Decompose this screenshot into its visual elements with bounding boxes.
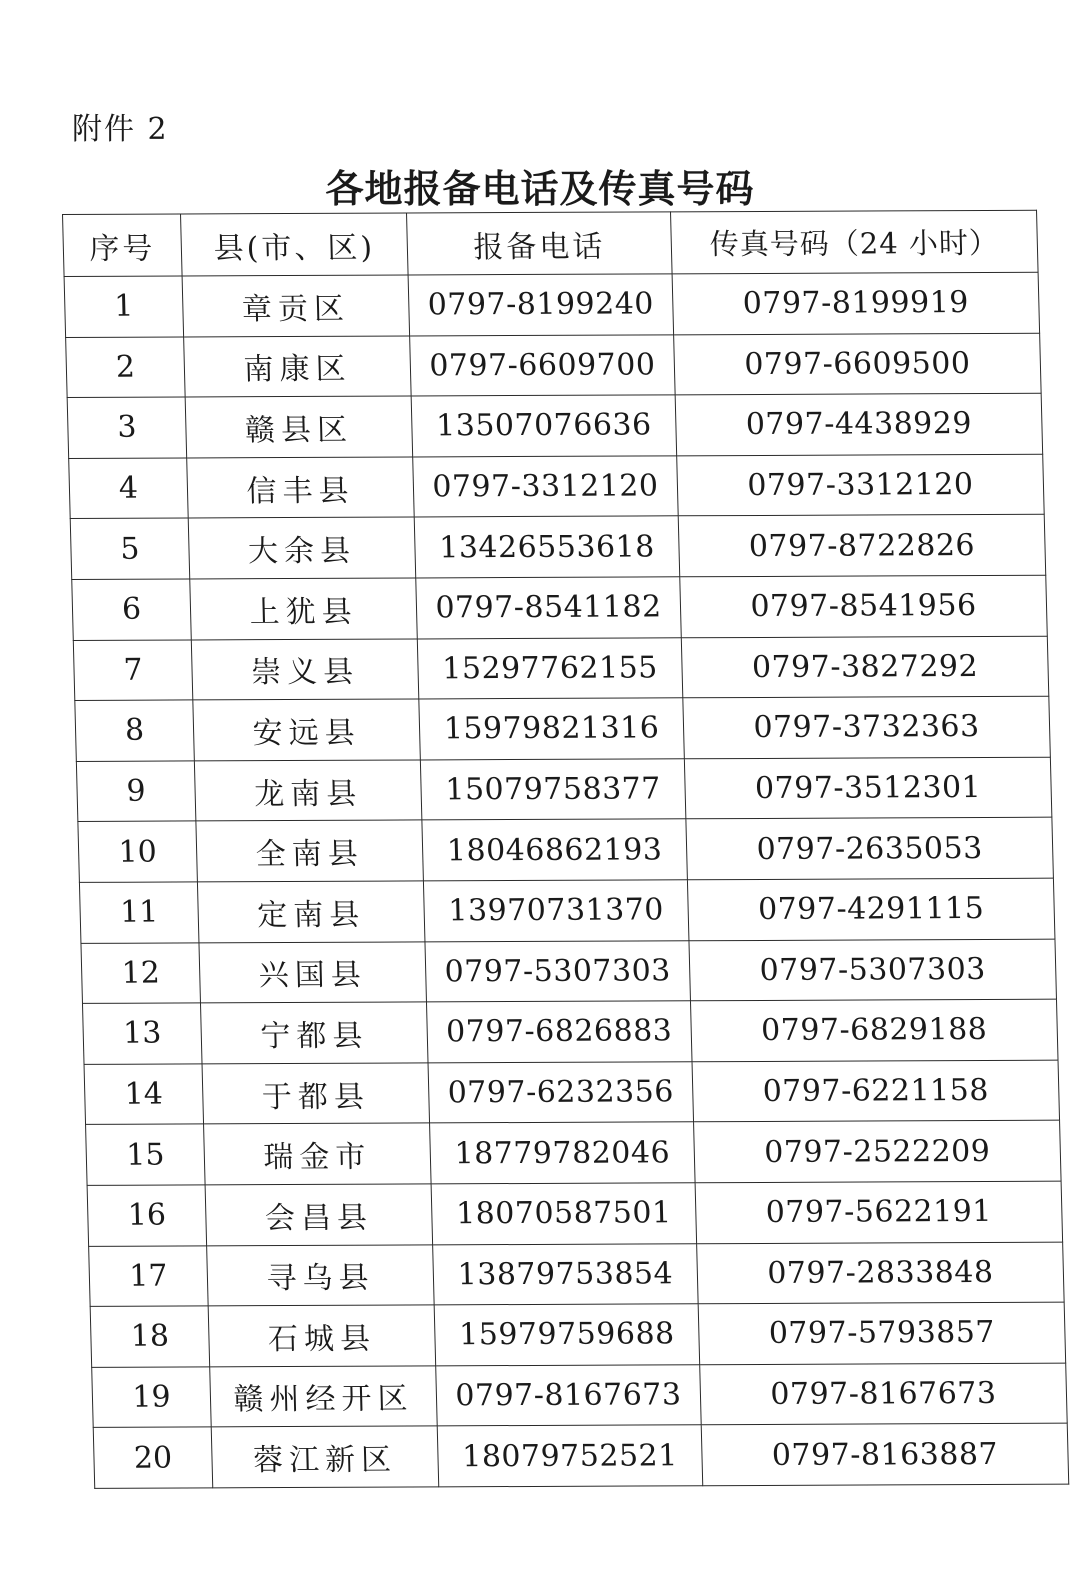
cell-fax: 0797-3827292 [681,636,1049,698]
cell-seq: 3 [67,397,187,458]
cell-seq: 1 [64,276,184,337]
cell-seq: 17 [89,1245,209,1306]
contact-table [62,210,1069,1489]
cell-fax: 0797-2635053 [686,818,1054,880]
table-row [70,515,1046,580]
table-row [72,575,1048,640]
table-row [75,696,1051,761]
cell-region: 蓉江新区 [211,1426,439,1488]
cell-region: 会昌县 [205,1184,433,1246]
header-seq: 序号 [63,214,183,277]
cell-fax: 0797-8167673 [700,1363,1068,1425]
document-title: 各地报备电话及传真号码 [325,167,755,211]
cell-seq: 19 [92,1367,212,1428]
table-row [81,939,1057,1004]
cell-phone: 15297762155 [417,637,683,699]
cell-fax: 0797-2522209 [694,1120,1062,1182]
cell-phone: 0797-6609700 [410,334,676,396]
cell-phone: 15979759688 [434,1304,700,1366]
header-region: 县(市、区) [181,213,409,276]
cell-region: 南康区 [184,336,412,398]
cell-region: 上犹县 [190,578,418,640]
table-header-row [63,210,1039,276]
table-row [86,1120,1062,1185]
cell-phone: 18079752521 [437,1425,703,1487]
cell-region: 龙南县 [194,760,422,822]
cell-fax: 0797-3512301 [684,757,1052,819]
cell-fax: 0797-3732363 [683,696,1051,758]
cell-phone: 0797-5307303 [425,940,691,1002]
cell-region: 兴国县 [199,941,427,1003]
cell-seq: 18 [90,1306,210,1367]
cell-seq: 11 [79,882,199,943]
cell-fax: 0797-4291115 [687,878,1055,940]
attachment-label: 附件 2 [72,112,169,147]
cell-seq: 4 [69,458,189,519]
cell-seq: 2 [66,337,186,398]
header-phone: 报备电话 [407,212,673,275]
cell-region: 于都县 [202,1063,430,1125]
cell-phone: 0797-6232356 [428,1061,694,1123]
cell-seq: 10 [78,821,198,882]
header-fax: 传真号码（24 小时） [671,210,1039,274]
cell-fax: 0797-3312120 [677,454,1045,516]
cell-seq: 20 [93,1427,213,1488]
cell-fax: 0797-2833848 [697,1242,1065,1304]
cell-phone: 15079758377 [420,759,686,821]
table-row [78,818,1054,883]
cell-seq: 12 [81,942,201,1003]
table-row [64,272,1040,337]
cell-phone: 13970731370 [423,880,689,942]
cell-region: 赣州经开区 [210,1366,438,1428]
cell-region: 赣县区 [185,396,413,458]
cell-region: 瑞金市 [204,1123,432,1185]
cell-fax: 0797-6829188 [690,999,1058,1061]
cell-phone: 0797-8541182 [416,577,682,639]
table-row [82,999,1058,1064]
cell-phone: 18046862193 [422,819,688,881]
table-row [69,454,1045,519]
cell-phone: 0797-3312120 [413,456,679,518]
cell-fax: 0797-4438929 [675,393,1043,455]
cell-seq: 5 [70,518,190,579]
cell-seq: 9 [76,761,196,822]
cell-phone: 0797-8199240 [408,274,674,336]
cell-seq: 6 [72,579,192,640]
cell-region: 章贡区 [182,275,410,337]
table-row [92,1363,1068,1428]
table-row [93,1423,1069,1488]
table-row [66,333,1042,398]
cell-region: 信丰县 [187,457,415,519]
cell-phone: 13879753854 [433,1243,699,1305]
cell-region: 定南县 [197,881,425,943]
table-row [89,1242,1065,1307]
table-body [64,272,1069,1488]
cell-phone: 18070587501 [431,1183,697,1245]
table-row [84,1060,1060,1125]
cell-region: 寻乌县 [207,1244,435,1306]
table-row [79,878,1055,943]
cell-fax: 0797-5307303 [689,939,1057,1001]
table-row [73,636,1049,701]
cell-region: 石城县 [208,1305,436,1367]
contact-table-wrapper [62,210,1068,1489]
cell-fax: 0797-8199919 [672,272,1040,334]
cell-phone: 0797-8167673 [436,1364,702,1426]
cell-phone: 15979821316 [419,698,685,760]
cell-seq: 7 [73,640,193,701]
table-row [87,1181,1063,1246]
cell-region: 崇义县 [191,639,419,701]
cell-fax: 0797-8541956 [680,575,1048,637]
cell-fax: 0797-5622191 [695,1181,1063,1243]
cell-seq: 13 [82,1003,202,1064]
cell-fax: 0797-6609500 [674,333,1042,395]
cell-seq: 14 [84,1064,204,1125]
table-row [76,757,1052,822]
cell-fax: 0797-8163887 [701,1423,1069,1485]
cell-region: 全南县 [196,820,424,882]
cell-seq: 15 [86,1124,206,1185]
cell-phone: 13426553618 [414,516,680,578]
table-row [67,393,1043,458]
cell-region: 安远县 [193,699,421,761]
cell-seq: 16 [87,1185,207,1246]
cell-fax: 0797-6221158 [692,1060,1060,1122]
table-row [90,1302,1066,1367]
cell-region: 宁都县 [200,1002,428,1064]
cell-fax: 0797-5793857 [698,1302,1066,1364]
cell-region: 大余县 [188,517,416,579]
cell-phone: 0797-6826883 [426,1001,692,1063]
cell-seq: 8 [75,700,195,761]
cell-fax: 0797-8722826 [678,515,1046,577]
cell-phone: 13507076636 [411,395,677,457]
cell-phone: 18779782046 [430,1122,696,1184]
